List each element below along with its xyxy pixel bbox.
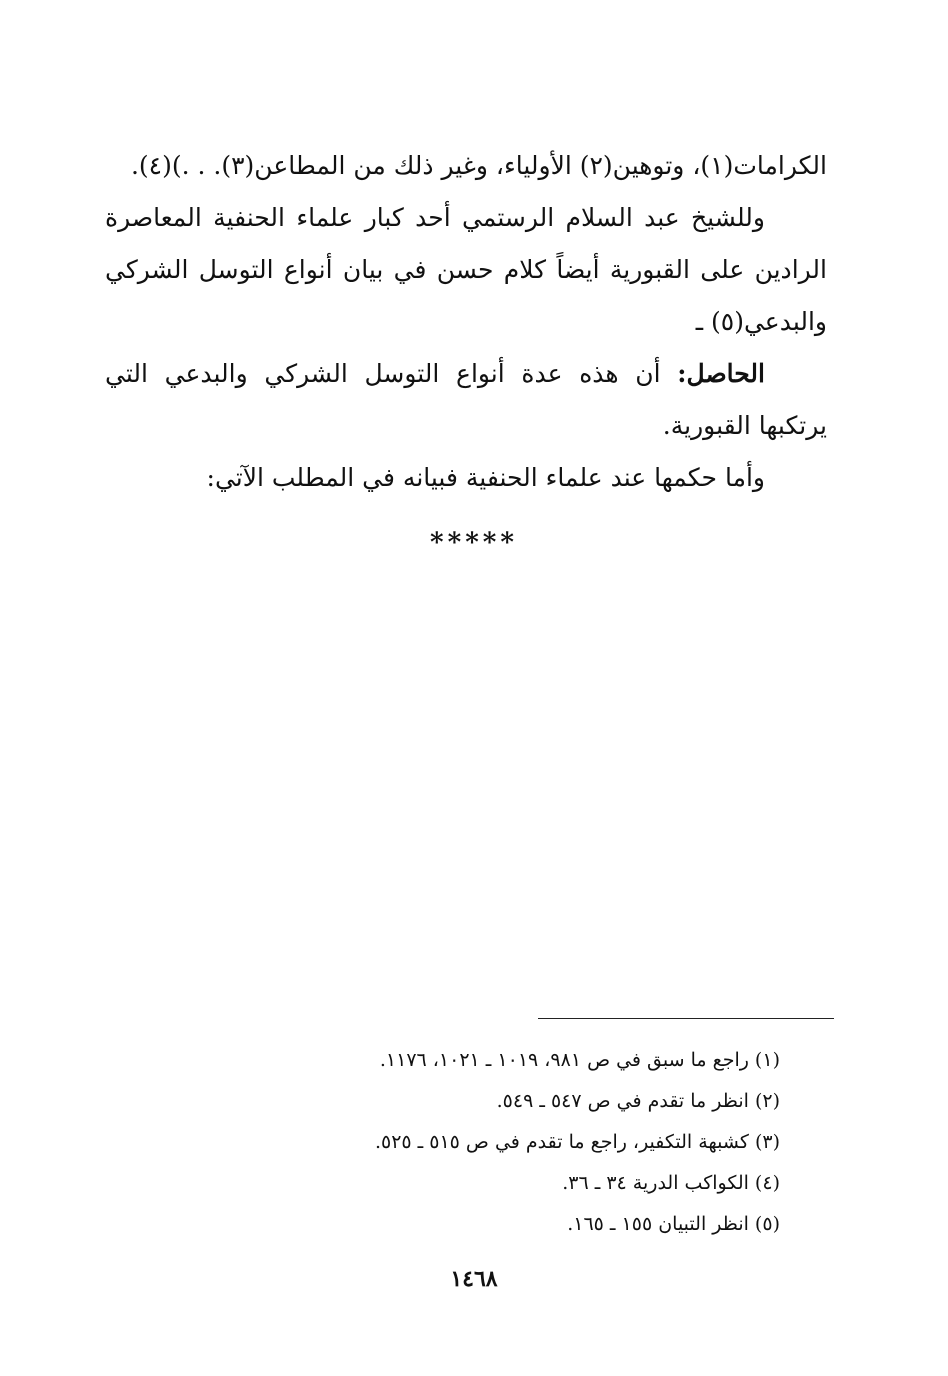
paragraph-transition: وأما حكمها عند علماء الحنفية فبيانه في المطلب الآتي: bbox=[206, 463, 765, 492]
summary-label: الحاصل: bbox=[677, 359, 765, 388]
footnote-2: (٢) انظر ما تقدم في ص ٥٤٧ ـ ٥٤٩. bbox=[496, 1090, 780, 1112]
main-text bbox=[105, 140, 827, 504]
paragraph-rustami: وللشيخ عبد السلام الرستمي أحد كبار علماء الحنفية المعاصرة الرادين على القبورية أيضاً كلام حسن في بيان أنواع التوسل الشركي والبدعي(٥) ـ bbox=[105, 203, 827, 336]
text-line-continuation: الكرامات(١)، وتوهين(٢) الأولياء، وغير ذلك من المطاعن(٣). . .)(٤). bbox=[130, 151, 827, 180]
paragraph-summary bbox=[105, 348, 827, 452]
footnote-divider bbox=[538, 1018, 834, 1019]
footnote-1: (١) راجع ما سبق في ص ٩٨١، ١٠١٩ ـ ١٠٢١، ١١٧٦. bbox=[379, 1049, 780, 1071]
section-separator: ***** bbox=[430, 528, 518, 558]
footnote-5: (٥) انظر التبيان ١٥٥ ـ ١٦٥. bbox=[567, 1213, 780, 1235]
footnote-3: (٣) كشبهة التكفير، راجع ما تقدم في ص ٥١٥ ـ ٥٢٥. bbox=[374, 1131, 780, 1153]
summary-text: أن هذه عدة أنواع التوسل الشركي والبدعي التي يرتكبها القبورية. bbox=[105, 359, 827, 440]
page-number: ١٤٦٨ bbox=[450, 1266, 498, 1292]
footnotes bbox=[200, 1040, 780, 1245]
footnote-4: (٤) الكواكب الدرية ٣٤ ـ ٣٦. bbox=[562, 1172, 780, 1194]
